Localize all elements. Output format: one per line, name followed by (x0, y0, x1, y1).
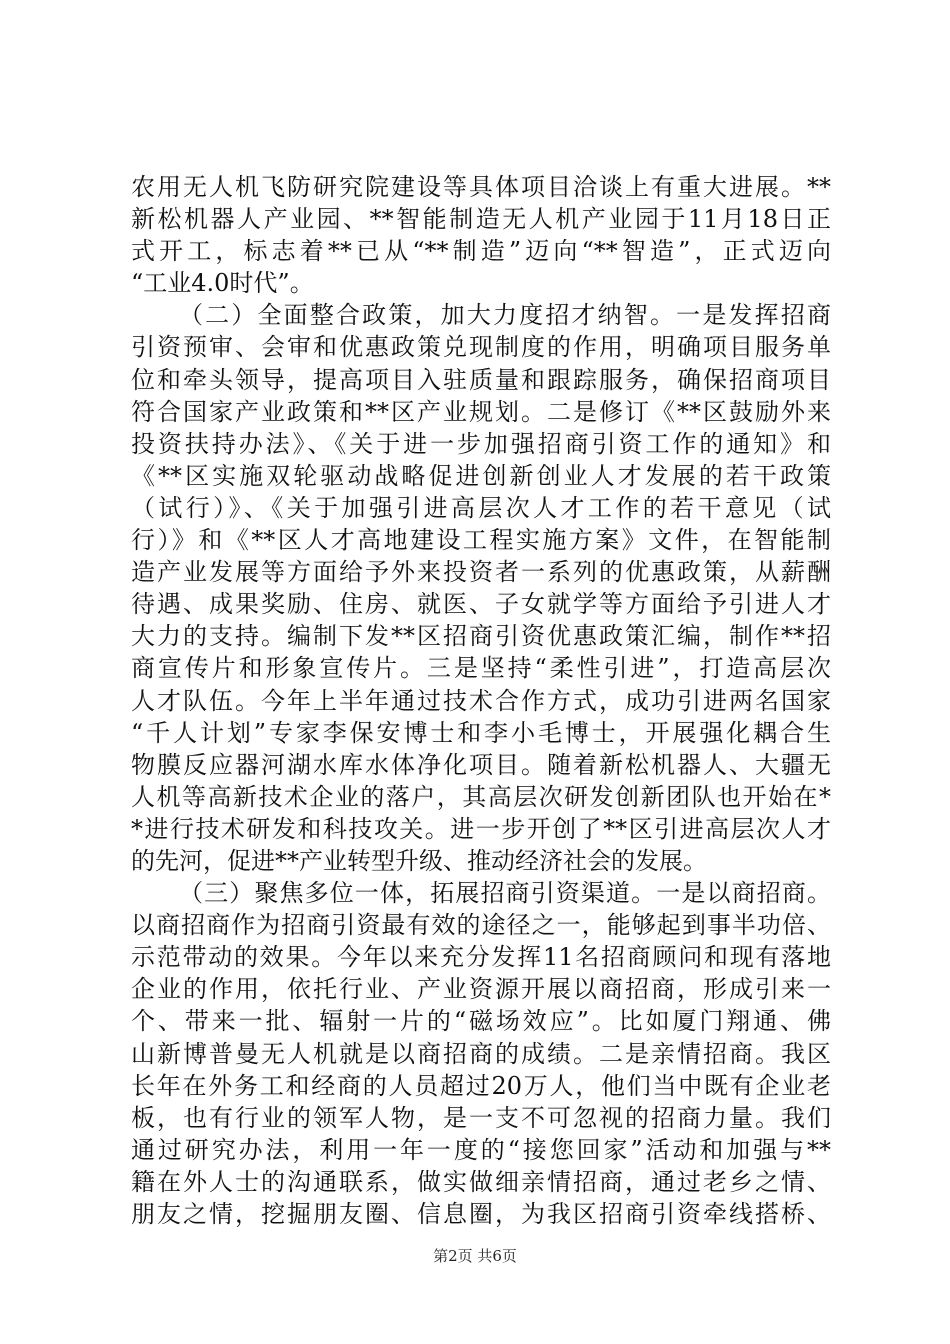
text-line: 物膜反应器河湖水库水体净化项目。随着新松机器人、大疆无 (131, 750, 831, 779)
text-line: “千人计划”专家李保安博士和李小毛博士，开展强化耦合生 (131, 718, 831, 747)
text-line: 的先河，促进**产业转型升级、推动经济社会的发展。 (131, 846, 707, 875)
text-line: 朋友之情，挖掘朋友圈、信息圈，为我区招商引资牵线搭桥、 (131, 1200, 831, 1228)
text-line: 示范带动的效果。今年以来充分发挥11名招商顾问和现有落地 (131, 943, 831, 972)
text-line: 《**区实施双轮驱动战略促进创新创业人才发展的若干政策 (131, 461, 831, 490)
text-line: 山新博普曼无人机就是以商招商的成绩。二是亲情招商。我区 (131, 1039, 831, 1068)
page-footer: 第2页 共6页 (433, 1247, 517, 1265)
text-line: 板，也有行业的领军人物，是一支不可忽视的招商力量。我们 (131, 1103, 831, 1132)
text-line: 人才队伍。今年上半年通过技术合作方式，成功引进两名国家 (131, 686, 831, 715)
text-line: 引资预审、会审和优惠政策兑现制度的作用，明确项目服务单 (131, 333, 831, 362)
text-line: 人机等高新技术企业的落户，其高层次研发创新团队也开始在* (131, 782, 831, 811)
text-line: 以商招商作为招商引资最有效的途径之一，能够起到事半功倍、 (131, 911, 831, 940)
text-line: “工业4.0时代”。 (131, 269, 314, 298)
text-line: 通过研究办法，利用一年一度的“接您回家”活动和加强与** (131, 1135, 831, 1164)
text-line: 企业的作用，依托行业、产业资源开展以商招商，形成引来一 (131, 975, 831, 1004)
text-line: 行）》和《**区人才高地建设工程实施方案》文件，在智能制 (131, 526, 831, 555)
text-line: 籍在外人士的沟通联系，做实做细亲情招商，通过老乡之情、 (131, 1167, 831, 1196)
text-line: 大力的支持。编制下发**区招商引资优惠政策汇编，制作**招 (131, 622, 831, 651)
document-body (131, 171, 831, 1230)
text-line: 新松机器人产业园、**智能制造无人机产业园于11月18日正 (131, 205, 831, 234)
text-line: （三）聚焦多位一体，拓展招商引资渠道。一是以商招商。 (179, 879, 831, 908)
text-line: 商宣传片和形象宣传片。三是坚持“柔性引进”，打造高层次 (131, 654, 831, 683)
text-line: *进行技术研发和科技攻关。进一步开创了**区引进高层次人才 (131, 814, 831, 843)
text-line: 农用无人机飞防研究院建设等具体项目洽谈上有重大进展。** (131, 173, 831, 201)
text-line: 长年在外务工和经商的人员超过20万人，他们当中既有企业老 (131, 1071, 831, 1100)
text-line: 造产业发展等方面给予外来投资者一系列的优惠政策，从薪酬 (131, 558, 831, 587)
text-line: 式开工，标志着**已从“**制造”迈向“**智造”，正式迈向 (131, 237, 831, 266)
text-line: 待遇、成果奖励、住房、就医、子女就学等方面给予引进人才 (131, 590, 831, 619)
text-line: （试行）》、《关于加强引进高层次人才工作的若干意见（试 (131, 493, 831, 522)
text-line: 个、带来一批、辐射一片的“磁场效应”。比如厦门翔通、佛 (131, 1007, 831, 1036)
text-line: 符合国家产业政策和**区产业规划。二是修订《**区鼓励外来 (131, 397, 831, 426)
text-line: （二）全面整合政策，加大力度招才纳智。一是发挥招商 (179, 301, 831, 330)
text-line: 投资扶持办法》、《关于进一步加强招商引资工作的通知》和 (131, 429, 831, 458)
text-line: 位和牵头领导，提高项目入驻质量和跟踪服务，确保招商项目 (131, 365, 831, 394)
